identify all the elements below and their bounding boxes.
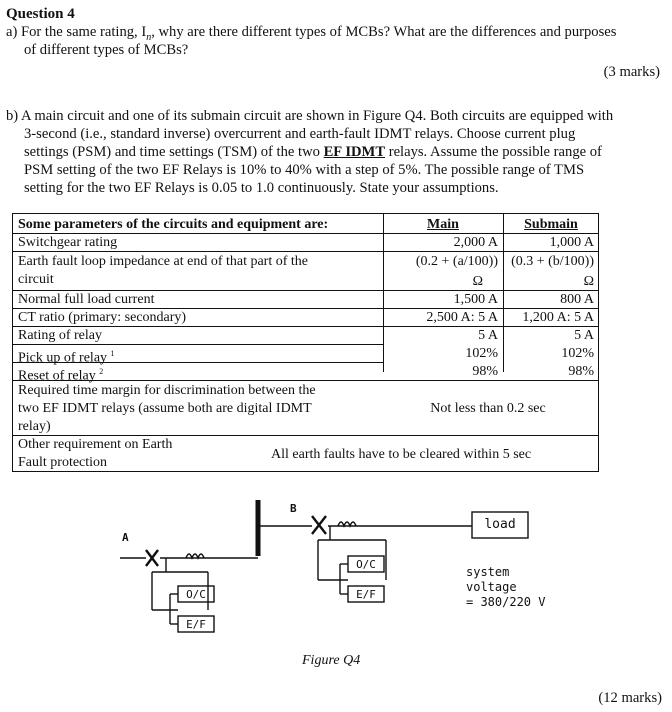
table-header-param: Some parameters of the circuits and equipment are: xyxy=(18,217,329,232)
table-row-reset-param: Reset of relay $^2$ xyxy=(18,367,104,384)
table-row-margin-param1: Required time margin for discrimination between the xyxy=(18,383,316,398)
table-header-main: Main xyxy=(427,217,459,232)
table-row-rating-param: Rating of relay xyxy=(18,328,102,343)
label-b: B xyxy=(290,502,297,515)
table-row-reset-submain: 98% xyxy=(568,364,594,379)
table-row-load-param: Normal full load current xyxy=(18,292,155,307)
relay-oc-a-label: O/C xyxy=(186,588,206,601)
table-row-margin-param3: relay) xyxy=(18,419,51,434)
relay-ef-a-label: E/F xyxy=(186,618,206,631)
load-label: load xyxy=(484,517,516,532)
table-row-loop-submain-unit: Ω xyxy=(583,274,594,289)
label-a: A xyxy=(122,531,129,544)
table-row-ct-main: 2,500 A: 5 A xyxy=(426,310,498,325)
table-row-pickup-main: 102% xyxy=(465,346,498,361)
table-row-ct-param: CT ratio (primary: secondary) xyxy=(18,310,187,325)
table-row-loop-main: (0.2 + (a/100)) xyxy=(415,254,498,269)
table-row-pickup-submain: 102% xyxy=(561,346,594,361)
parameters-table xyxy=(12,213,599,472)
table-row-margin-value: Not less than 0.2 sec xyxy=(430,401,546,416)
table-row-load-main: 1,500 A xyxy=(453,292,498,307)
part-a-line1: a) For the same rating, $I_n$, why are there different types of MCBs? What are the differences and purposes xyxy=(6,24,617,43)
question-title: Question 4 xyxy=(6,6,75,22)
part-b-line4: PSM setting of the two EF Relays is 10% to 40% with a step of 5%. The possible range of TMS xyxy=(24,162,585,178)
table-row-rating-main: 5 A xyxy=(478,328,498,343)
table-row-load-submain: 800 A xyxy=(560,292,594,307)
system-voltage-label: system voltage = 380/220 V xyxy=(466,565,546,609)
part-b-line5: setting for the two EF Relays is 0.05 to 1.0 continuously. State your assumptions. xyxy=(24,180,499,196)
table-row-other-param2: Fault protection xyxy=(18,455,108,470)
part-b-line1: b) A main circuit and one of its submain circuit are shown in Figure Q4. Both circuits are equipped with xyxy=(6,108,614,124)
table-row-reset-main: 98% xyxy=(472,364,498,379)
table-header-submain: Submain xyxy=(524,217,578,232)
part-a-line2: of different types of MCBs? xyxy=(24,42,189,58)
relay-oc-b-label: O/C xyxy=(356,558,376,571)
breaker-a-icon xyxy=(146,550,158,566)
table-row-rating-submain: 5 A xyxy=(574,328,594,343)
part-a-marks: (3 marks) xyxy=(603,64,660,80)
table-row-loop-param: Earth fault loop impedance at end of that part of the xyxy=(18,254,309,269)
table-row-loop-submain: (0.3 + (b/100)) xyxy=(511,254,594,269)
table-row-pickup-param: Pick up of relay $^1$ xyxy=(18,349,115,366)
relay-ef-b-label: E/F xyxy=(356,588,376,601)
table-row-other-value: All earth faults have to be cleared within 5 sec xyxy=(271,447,532,462)
breaker-b-icon xyxy=(312,516,326,534)
table-row-ct-submain: 1,200 A: 5 A xyxy=(522,310,594,325)
part-b-marks: (12 marks) xyxy=(598,690,662,706)
ef-idmt-emphasis: EF IDMT xyxy=(323,144,386,160)
figure-q4-diagram xyxy=(0,490,672,650)
part-b-line3: settings (PSM) and time settings (TSM) of the two EF IDMT relays. Assume the possible range of xyxy=(24,144,602,160)
table-row-margin-param2: two EF IDMT relays (assume both are digital IDMT xyxy=(18,401,312,416)
table-row-switchgear-param: Switchgear rating xyxy=(18,235,118,250)
part-b-line2: 3-second (i.e., standard inverse) overcurrent and earth-fault IDMT relays. Choose current plug xyxy=(24,126,576,142)
table-row-loop-main-unit: Ω xyxy=(472,274,483,289)
table-row-other-param1: Other requirement on Earth xyxy=(18,437,173,452)
figure-caption: Figure Q4 xyxy=(302,653,361,668)
table-row-loop-param2: circuit xyxy=(18,272,54,287)
table-row-switchgear-submain: 1,000 A xyxy=(549,235,594,250)
table-row-switchgear-main: 2,000 A xyxy=(453,235,498,250)
